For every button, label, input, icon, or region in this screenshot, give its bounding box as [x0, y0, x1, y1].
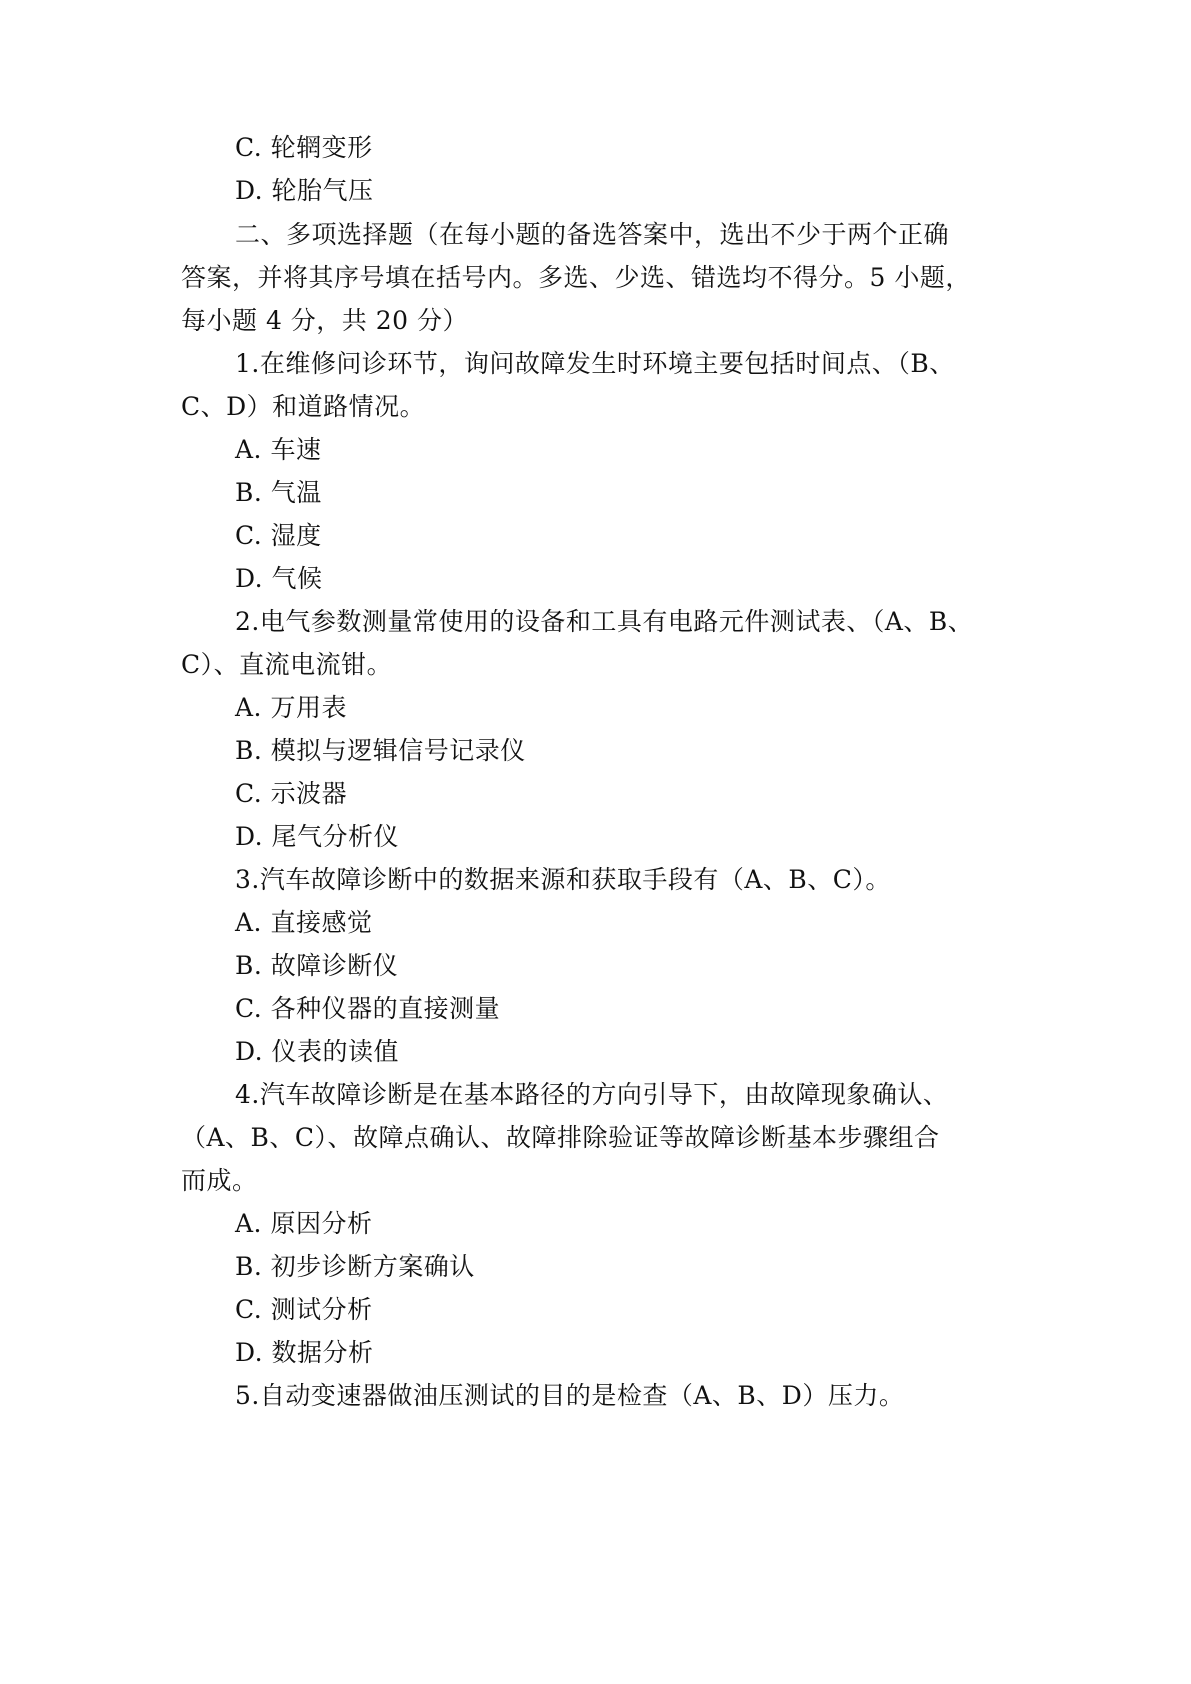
- question-4-option-a: A. 原因分析: [235, 1209, 373, 1238]
- question-2-line-1: 2.电气参数测量常使用的设备和工具有电路元件测试表、（A、B、: [235, 607, 974, 636]
- question-2-option-d: D. 尾气分析仪: [235, 822, 400, 851]
- question-4-option-d: D. 数据分析: [235, 1338, 374, 1367]
- question-3-option-a: A. 直接感觉: [235, 908, 373, 937]
- question-1-option-a: A. 车速: [235, 435, 322, 464]
- question-5-line-1: 5.自动变速器做油压测试的目的是检查（A、B、D）压力。: [235, 1381, 905, 1410]
- question-2-line-2: C）、直流电流钳。: [181, 650, 393, 679]
- question-3-option-c: C. 各种仪器的直接测量: [235, 994, 501, 1023]
- question-1-option-b: B. 气温: [235, 478, 322, 507]
- option-c-prev: C. 轮辋变形: [235, 133, 373, 162]
- question-3-line-1: 3.汽车故障诊断中的数据来源和获取手段有（A、B、C）。: [235, 865, 891, 894]
- section-heading-line-3: 每小题 4 分，共 20 分）: [181, 306, 469, 335]
- question-3-option-d: D. 仪表的读值: [235, 1037, 400, 1066]
- question-2-option-c: C. 示波器: [235, 779, 348, 808]
- question-2-option-b: B. 模拟与逻辑信号记录仪: [235, 736, 526, 765]
- question-1-line-1: 1.在维修问诊环节，询问故障发生时环境主要包括时间点、（B、: [235, 349, 955, 378]
- option-d-prev: D. 轮胎气压: [235, 176, 374, 205]
- question-3-option-b: B. 故障诊断仪: [235, 951, 399, 980]
- question-4-option-c: C. 测试分析: [235, 1295, 373, 1324]
- question-1-option-d: D. 气候: [235, 564, 323, 593]
- question-4-option-b: B. 初步诊断方案确认: [235, 1252, 475, 1281]
- section-heading-line-1: 二、多项选择题（在每小题的备选答案中，选出不少于两个正确: [235, 220, 950, 249]
- section-heading-line-2: 答案，并将其序号填在括号内。多选、少选、错选均不得分。5 小题，: [181, 263, 971, 292]
- question-4-line-2: （A、B、C）、故障点确认、故障排除验证等故障诊断基本步骤组合: [181, 1123, 940, 1152]
- question-4-line-1: 4.汽车故障诊断是在基本路径的方向引导下，由故障现象确认、: [235, 1080, 949, 1109]
- question-1-line-2: C、D）和道路情况。: [181, 392, 426, 421]
- question-4-line-3: 而成。: [181, 1166, 258, 1195]
- question-2-option-a: A. 万用表: [235, 693, 347, 722]
- question-1-option-c: C. 湿度: [235, 521, 322, 550]
